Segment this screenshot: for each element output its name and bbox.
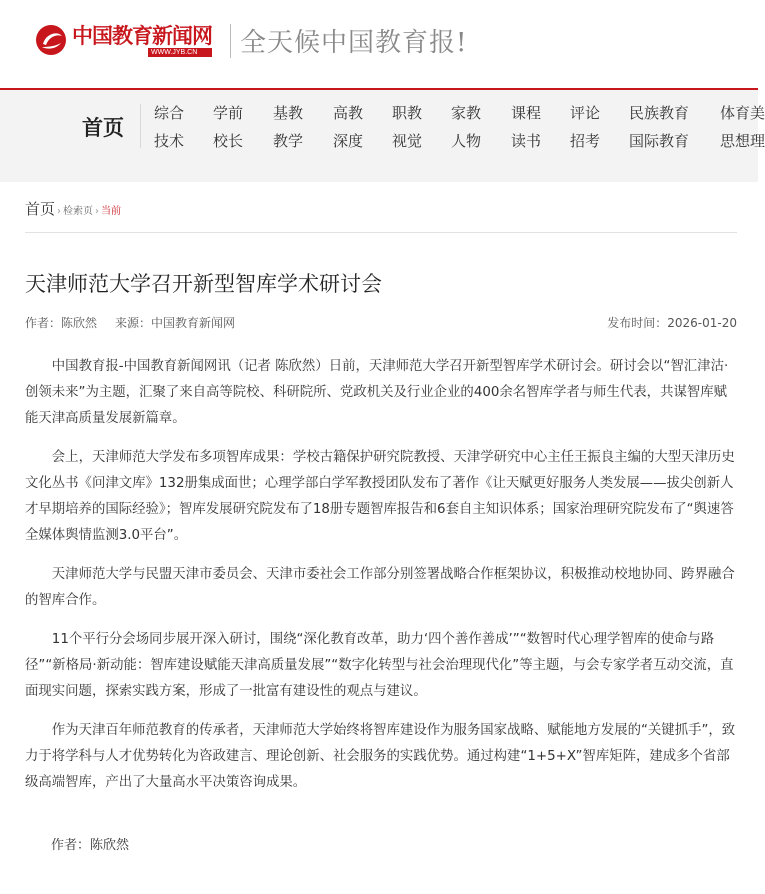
nav-link[interactable]: 职教 (392, 104, 423, 122)
nav-link[interactable]: 民族教育 (629, 104, 690, 122)
logo-emblem-icon (34, 23, 68, 57)
article-body (25, 354, 737, 809)
nav-link[interactable]: 校长 (213, 132, 244, 150)
article-container (11, 182, 758, 894)
article-footer-author: 作者：陈欣然 (51, 838, 130, 853)
header-divider (230, 24, 231, 58)
logo-url: WWW.JYB.CN (148, 48, 212, 57)
nav-link[interactable]: 家教 (451, 104, 482, 122)
article-paragraph: 会上，天津师范大学发布多项智库成果：学校古籍保护研究院教授、天津学研究中心主任王振良主编的大型天津历史文化丛书《问津文库》132册集成面世；心理学部白学军教授团队发布了著作《让天赋更好服务人类发展——拔尖创新人才早期培养的国际经验》；智库发展研究院发布了18册专题智库报告和6套自主知识体系；国家治理研究院发布了“舆速答全媒体舆情监测3.0平台”。 (25, 450, 735, 543)
article-paragraph: 11个平行分会场同步展开深入研讨，围绕“深化教育改革，助力‘四个善作善成’”“数智时代心理学智库的使命与路径”“新格局·新动能：智库建设赋能天津高质量发展”“数字化转型与社会治理现代化”等主题，与会专家学者互动交流，直面现实问题，探索实践方案，形成了一批富有建设性的观点与建议。 (25, 632, 734, 699)
article-paragraph: 天津师范大学与民盟天津市委员会、天津市委社会工作部分别签署战略合作框架协议，积极推动校地协同、跨界融合的智库合作。 (25, 567, 735, 608)
nav-link[interactable]: 读书 (511, 132, 542, 150)
chevron-right-icon: › (57, 206, 62, 217)
breadcrumb-current: 当前 (101, 206, 122, 217)
article-paragraph: 中国教育报-中国教育新闻网讯（记者 陈欣然）日前，天津师范大学召开新型智库学术研讨会。研讨会以“智汇津沽·创领未来”为主题，汇聚了来自高等院校、科研院所、党政机关及行业企业的400余名智库学者与师生代表，共谋智库赋能天津高质量发展新篇章。 (25, 359, 729, 426)
logo-name: 中国教育新闻网 (72, 22, 212, 48)
chevron-right-icon: › (95, 206, 100, 217)
nav-link[interactable]: 评论 (570, 104, 601, 122)
header-slogan: 全天候中国教育报! (240, 28, 468, 58)
site-logo[interactable] (34, 22, 212, 58)
nav-link[interactable]: 教学 (273, 132, 304, 150)
nav-row-1 (154, 102, 765, 123)
article-date: 发布时间：2026-01-20 (607, 316, 737, 330)
nav-link[interactable]: 综合 (154, 104, 185, 122)
nav-link[interactable]: 思想理 (720, 132, 765, 150)
nav-home-link[interactable]: 首页 (82, 116, 124, 140)
article-title: 天津师范大学召开新型智库学术研讨会 (25, 272, 382, 296)
channel-nav (0, 88, 765, 160)
nav-divider (140, 104, 141, 148)
nav-link[interactable]: 视觉 (392, 132, 423, 150)
nav-link[interactable]: 招考 (570, 132, 601, 150)
nav-link[interactable]: 人物 (451, 132, 482, 150)
nav-link[interactable]: 高教 (333, 104, 364, 122)
breadcrumb-divider (25, 232, 737, 233)
breadcrumb (25, 198, 121, 219)
breadcrumb-home-link[interactable]: 首页 (25, 200, 56, 218)
nav-link[interactable]: 课程 (511, 104, 542, 122)
article-source: 来源：中国教育新闻网 (115, 316, 236, 330)
article-author: 作者：陈欣然 (25, 316, 98, 330)
nav-link[interactable]: 国际教育 (629, 132, 690, 150)
nav-link[interactable]: 技术 (154, 132, 185, 150)
nav-link[interactable]: 体育美 (720, 104, 765, 122)
article-paragraph: 作为天津百年师范教育的传承者，天津师范大学始终将智库建设作为服务国家战略、赋能地方发展的“关键抓手”，致力于将学科与人才优势转化为咨政建言、理论创新、社会服务的实践优势。通过构建“1+5+X”智库矩阵，建成多个省部级高端智库，产出了大量高水平决策咨询成果。 (25, 723, 736, 790)
nav-link[interactable]: 基教 (273, 104, 304, 122)
page-background-band (0, 160, 758, 182)
nav-row-2 (154, 130, 765, 151)
site-header (0, 0, 758, 88)
breadcrumb-search-link[interactable]: 检索页 (63, 206, 94, 217)
nav-link[interactable]: 深度 (333, 132, 364, 150)
nav-link[interactable]: 学前 (213, 104, 244, 122)
